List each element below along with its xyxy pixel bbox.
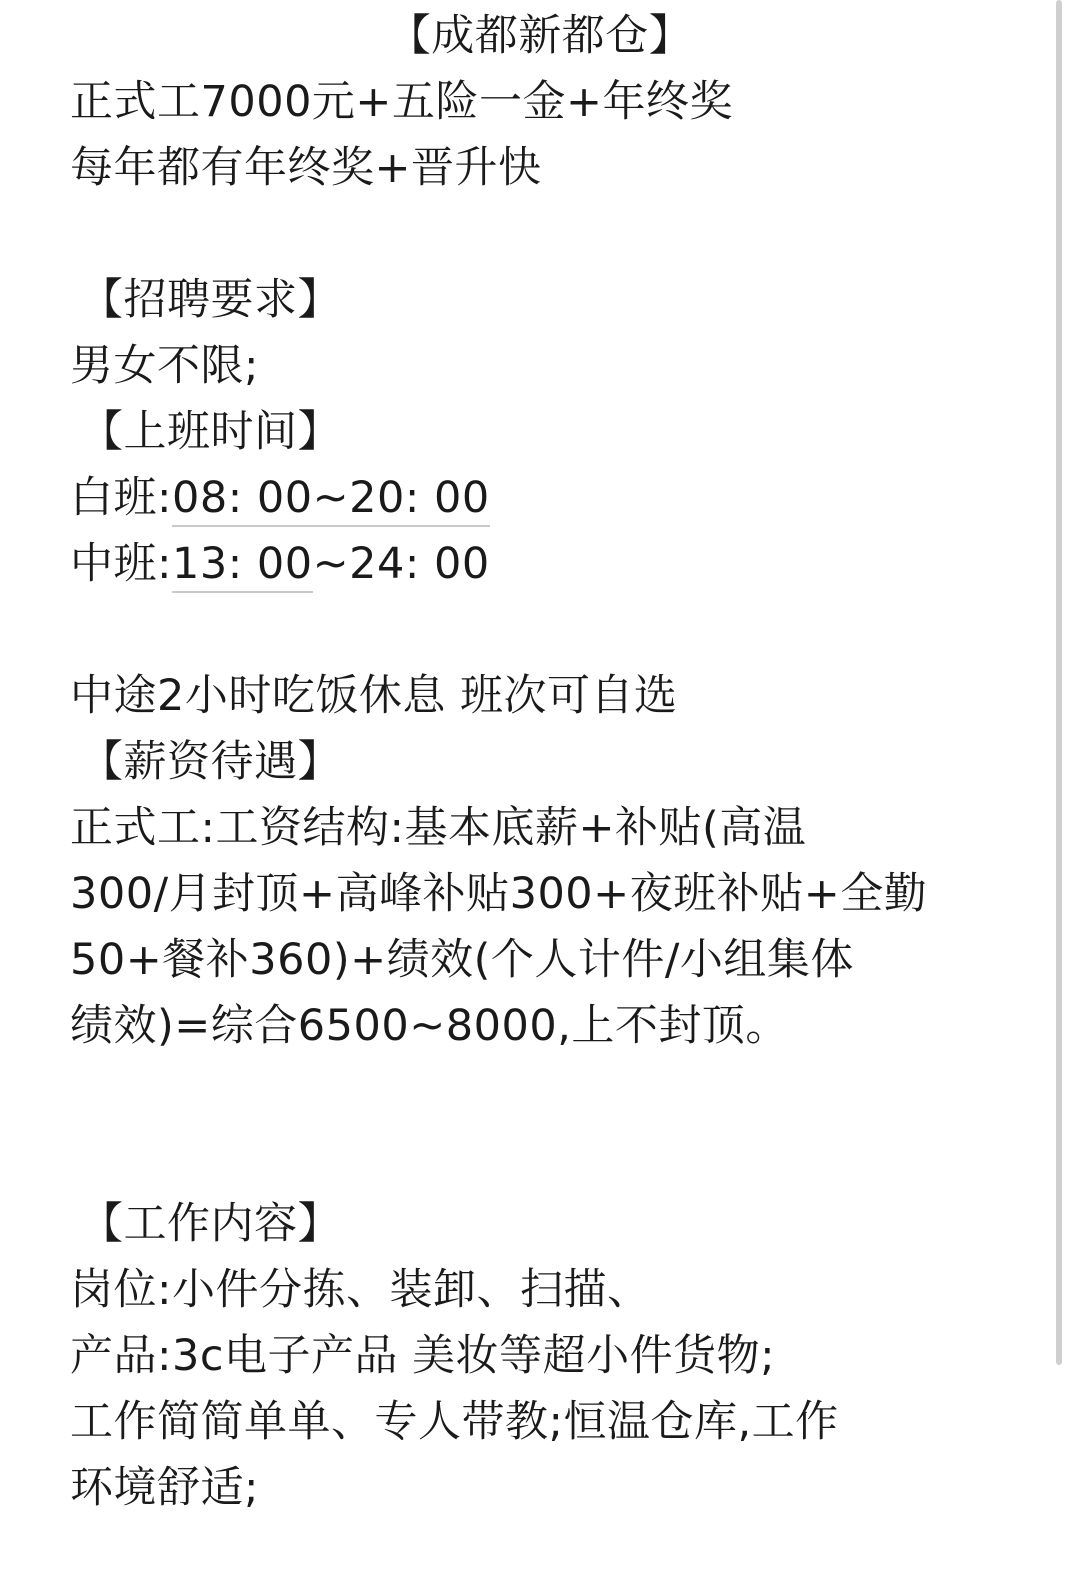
work-line: 工作简简单单、专人带教;恒温仓库,工作 bbox=[70, 1397, 839, 1447]
vertical-scrollbar[interactable] bbox=[1056, 0, 1062, 1365]
requirements-text: 男女不限; bbox=[70, 341, 259, 391]
mid-shift-time-rest: ~24: 00 bbox=[312, 539, 490, 589]
day-shift-label: 白班: bbox=[70, 473, 172, 523]
note-line-salary-summary: 正式工7000元+五险一金+年终奖 bbox=[70, 77, 733, 127]
salary-line: 300/月封顶+高峰补贴300+夜班补贴+全勤 bbox=[70, 869, 928, 919]
work-line: 岗位:小件分拣、装卸、扫描、 bbox=[70, 1265, 651, 1315]
mid-shift-label: 中班: bbox=[70, 539, 172, 589]
note-title: 【成都新都仓】 bbox=[387, 11, 693, 61]
salary-line: 绩效)=综合6500~8000,上不封顶。 bbox=[70, 1001, 789, 1051]
day-shift-line bbox=[70, 470, 490, 526]
break-note: 中途2小时吃饭休息 班次可自选 bbox=[70, 671, 678, 721]
work-line: 环境舒适; bbox=[70, 1463, 259, 1513]
requirements-header: 【招聘要求】 bbox=[80, 275, 341, 325]
hours-header: 【上班时间】 bbox=[80, 407, 341, 457]
work-header: 【工作内容】 bbox=[80, 1199, 341, 1249]
salary-line: 50+餐补360)+绩效(个人计件/小组集体 bbox=[70, 935, 854, 985]
mid-shift-time-link[interactable]: 13: 00 bbox=[172, 539, 313, 593]
work-line: 产品:3c电子产品 美妆等超小件货物; bbox=[70, 1331, 776, 1381]
note-line-bonus: 每年都有年终奖+晋升快 bbox=[70, 143, 542, 193]
salary-header: 【薪资待遇】 bbox=[80, 737, 341, 787]
mid-shift-line bbox=[70, 536, 490, 592]
salary-line: 正式工:工资结构:基本底薪+补贴(高温 bbox=[70, 803, 807, 853]
day-shift-time[interactable]: 08: 00~20: 00 bbox=[172, 473, 490, 527]
